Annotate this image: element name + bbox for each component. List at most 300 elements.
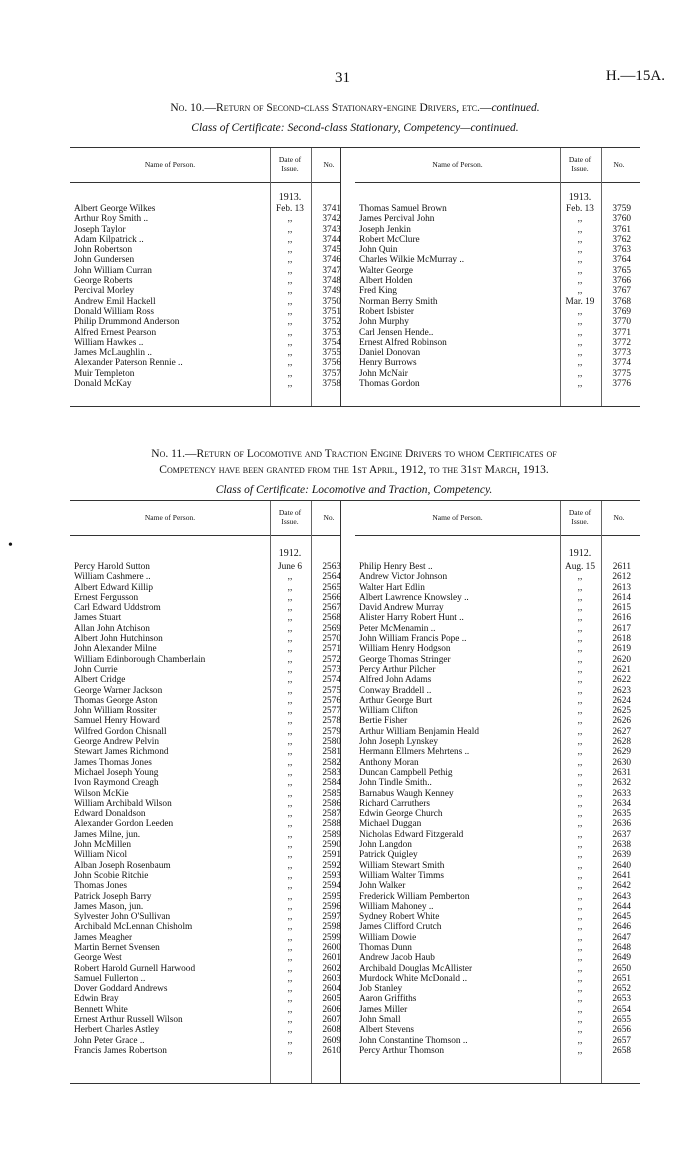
certificate-number: 2593 bbox=[322, 870, 341, 881]
table-row bbox=[70, 840, 340, 850]
certificate-number: 2568 bbox=[322, 613, 341, 624]
issue-date: ,, bbox=[287, 788, 293, 799]
person-name: Andrew Jacob Haub bbox=[359, 953, 435, 964]
person-name: Donald McKay bbox=[74, 379, 132, 390]
table-row bbox=[355, 655, 640, 665]
certificate-number: 3773 bbox=[612, 348, 631, 359]
person-name: Adam Kilpatrick .. bbox=[74, 234, 144, 245]
person-name: Patrick Joseph Barry bbox=[74, 891, 152, 902]
person-name: John Tindle Smith.. bbox=[359, 778, 432, 789]
table-row bbox=[355, 297, 640, 307]
table-row bbox=[355, 1036, 640, 1046]
issue-date: ,, bbox=[577, 1045, 583, 1056]
section-10-title: No. 10.—Return of Second-class Stationary-engine Drivers, etc.—continued. bbox=[170, 102, 540, 114]
table-row bbox=[70, 328, 340, 338]
person-name: Arthur Roy Smith .. bbox=[74, 214, 149, 225]
person-name: Norman Berry Smith bbox=[359, 296, 438, 307]
certificate-number: 3748 bbox=[322, 276, 341, 287]
issue-date: ,, bbox=[577, 644, 583, 655]
certificate-number: 2625 bbox=[612, 706, 631, 717]
person-name: James Meagher bbox=[74, 932, 133, 943]
table-row bbox=[355, 850, 640, 860]
person-name: Andrew Emil Hackell bbox=[74, 296, 156, 307]
issue-date: ,, bbox=[577, 891, 583, 902]
certificate-number: 2647 bbox=[612, 932, 631, 943]
issue-date: ,, bbox=[577, 317, 583, 328]
person-name: James Mason, jun. bbox=[74, 901, 144, 912]
table-row bbox=[70, 276, 340, 286]
issue-date: ,, bbox=[287, 881, 293, 892]
certificate-number: 2636 bbox=[612, 819, 631, 830]
person-name: George Warner Jackson bbox=[74, 685, 163, 696]
issue-date: ,, bbox=[577, 276, 583, 287]
col-name-header: Name of Person. bbox=[144, 160, 196, 169]
person-name: Ivon Raymond Creagh bbox=[74, 778, 159, 789]
issue-date: ,, bbox=[577, 932, 583, 943]
certificate-number: 2581 bbox=[322, 747, 341, 758]
certificate-number: 2574 bbox=[322, 675, 341, 686]
issue-date: ,, bbox=[577, 1015, 583, 1026]
issue-date: ,, bbox=[287, 891, 293, 902]
person-name: Edward Donaldson bbox=[74, 809, 146, 820]
certificate-number: 2576 bbox=[322, 695, 341, 706]
table-row bbox=[70, 572, 340, 582]
section-11-title-line2: Competency have been granted from the 1st April, 1912, to the 31st March, 1913. bbox=[159, 464, 549, 476]
table-row bbox=[70, 716, 340, 726]
certificate-number: 3744 bbox=[322, 234, 341, 245]
table-row bbox=[70, 922, 340, 932]
person-name: Muir Templeton bbox=[74, 368, 135, 379]
person-name: Edwin George Church bbox=[359, 809, 443, 820]
table-row bbox=[355, 984, 640, 994]
table-row bbox=[355, 758, 640, 768]
issue-date: ,, bbox=[287, 1025, 293, 1036]
person-name: Andrew Victor Johnson bbox=[359, 572, 448, 583]
certificate-number: 3775 bbox=[612, 368, 631, 379]
issue-date: ,, bbox=[287, 358, 293, 369]
certificate-number: 2577 bbox=[322, 706, 341, 717]
table-row bbox=[355, 1015, 640, 1025]
person-name: Robert Harold Gurnell Harwood bbox=[74, 963, 196, 974]
table-row bbox=[70, 881, 340, 891]
certificate-number: 2635 bbox=[612, 809, 631, 820]
person-name: Henry Burrows bbox=[359, 358, 417, 369]
certificate-number: 3770 bbox=[612, 317, 631, 328]
person-name: Dover Goddard Andrews bbox=[74, 984, 168, 995]
table-row bbox=[355, 634, 640, 644]
issue-date: ,, bbox=[577, 695, 583, 706]
certificate-number: 2655 bbox=[612, 1015, 631, 1026]
left-half bbox=[70, 148, 341, 406]
person-name: Richard Carruthers bbox=[359, 798, 430, 809]
person-name: John William Rossiter bbox=[74, 706, 157, 717]
person-name: Michael Joseph Young bbox=[74, 767, 159, 778]
certificate-number: 2579 bbox=[322, 726, 341, 737]
certificate-number: 2654 bbox=[612, 1004, 631, 1015]
table-row bbox=[70, 871, 340, 881]
person-name: John Gundersen bbox=[74, 255, 135, 266]
issue-date: ,, bbox=[577, 726, 583, 737]
table-row bbox=[355, 338, 640, 348]
certificate-number: 2592 bbox=[322, 860, 341, 871]
person-name: James Thomas Jones bbox=[74, 757, 152, 768]
issue-date: ,, bbox=[287, 840, 293, 851]
person-name: Archibald McLennan Chisholm bbox=[74, 922, 193, 933]
table-row bbox=[355, 861, 640, 871]
issue-date: ,, bbox=[287, 829, 293, 840]
person-name: Edwin Bray bbox=[74, 994, 119, 1005]
section-11-class-line: Class of Certificate: Locomotive and Traction, Competency. bbox=[215, 484, 493, 496]
person-name: John Walker bbox=[359, 881, 406, 892]
person-name: Arthur William Benjamin Heald bbox=[359, 726, 480, 737]
certificate-number: 2607 bbox=[322, 1015, 341, 1026]
table-row bbox=[355, 379, 640, 389]
issue-date: ,, bbox=[287, 634, 293, 645]
certificate-number: 3750 bbox=[322, 296, 341, 307]
person-name: William Stewart Smith bbox=[359, 860, 445, 871]
table-row bbox=[70, 789, 340, 799]
certificate-number: 3745 bbox=[322, 245, 341, 256]
issue-date: ,, bbox=[577, 840, 583, 851]
table-row bbox=[355, 572, 640, 582]
table-row bbox=[70, 758, 340, 768]
person-name: Archibald Douglas McAllister bbox=[359, 963, 473, 974]
table-row bbox=[355, 747, 640, 757]
certificate-number: 2642 bbox=[612, 881, 631, 892]
certificate-number: 2624 bbox=[612, 695, 631, 706]
certificate-number: 2606 bbox=[322, 1004, 341, 1015]
table-row bbox=[70, 665, 340, 675]
certificate-number: 2613 bbox=[612, 582, 631, 593]
issue-date: ,, bbox=[287, 224, 293, 235]
ink-mark: • bbox=[8, 538, 13, 553]
issue-date: ,, bbox=[577, 582, 583, 593]
person-name: Anthony Moran bbox=[359, 757, 419, 768]
issue-date: ,, bbox=[577, 675, 583, 686]
certificate-number: 2618 bbox=[612, 634, 631, 645]
certificate-number: 2573 bbox=[322, 664, 341, 675]
certificate-number: 2580 bbox=[322, 737, 341, 748]
table-row bbox=[70, 317, 340, 327]
certificate-number: 2569 bbox=[322, 623, 341, 634]
table-row bbox=[70, 830, 340, 840]
certificate-number: 2563 bbox=[322, 562, 341, 572]
certificate-number: 3759 bbox=[612, 204, 631, 214]
issue-date: ,, bbox=[287, 664, 293, 675]
person-name: Thomas Jones bbox=[74, 881, 127, 892]
certificate-number: 3767 bbox=[612, 286, 631, 297]
person-name: Percy Harold Sutton bbox=[74, 562, 150, 572]
person-name: Sylvester John O'Sullivan bbox=[74, 912, 171, 923]
table-row bbox=[70, 1025, 340, 1035]
issue-date: ,, bbox=[287, 984, 293, 995]
issue-date: ,, bbox=[577, 255, 583, 266]
issue-date: ,, bbox=[287, 932, 293, 943]
person-name: Hermann Ellmers Mehrtens .. bbox=[359, 747, 470, 758]
certificate-number: 3764 bbox=[612, 255, 631, 266]
person-name: William Cashmere .. bbox=[74, 572, 151, 583]
certificate-number: 2627 bbox=[612, 726, 631, 737]
certificate-number: 2575 bbox=[322, 685, 341, 696]
issue-date: ,, bbox=[287, 644, 293, 655]
issue-date: ,, bbox=[287, 809, 293, 820]
person-name: Donald William Ross bbox=[74, 306, 155, 317]
table-row bbox=[70, 943, 340, 953]
issue-date: ,, bbox=[287, 685, 293, 696]
issue-date: ,, bbox=[577, 265, 583, 276]
table-row bbox=[355, 819, 640, 829]
table-row bbox=[355, 307, 640, 317]
certificate-number: 2600 bbox=[322, 942, 341, 953]
table-row bbox=[70, 245, 340, 255]
issue-date: ,, bbox=[577, 788, 583, 799]
certificate-number: 2572 bbox=[322, 654, 341, 665]
issue-date: ,, bbox=[287, 973, 293, 984]
issue-date: ,, bbox=[577, 778, 583, 789]
person-name: Percy Arthur Pilcher bbox=[359, 664, 436, 675]
certificate-number: 2567 bbox=[322, 603, 341, 614]
person-name: Job Stanley bbox=[359, 984, 403, 995]
issue-date: ,, bbox=[287, 337, 293, 348]
issue-date: ,, bbox=[287, 860, 293, 871]
certificate-number: 2564 bbox=[322, 572, 341, 583]
certificate-number: 3756 bbox=[322, 358, 341, 369]
person-name: Albert Stevens bbox=[359, 1025, 414, 1036]
issue-date: ,, bbox=[287, 737, 293, 748]
person-name: John Quin bbox=[359, 245, 398, 256]
certificate-number: 2633 bbox=[612, 788, 631, 799]
person-name: William Edinborough Chamberlain bbox=[74, 654, 206, 665]
table-row bbox=[355, 933, 640, 943]
issue-date: ,, bbox=[287, 327, 293, 338]
issue-date: ,, bbox=[287, 1004, 293, 1015]
issue-date: ,, bbox=[287, 276, 293, 287]
issue-date: ,, bbox=[287, 767, 293, 778]
table-row bbox=[70, 358, 340, 368]
table-row bbox=[70, 624, 340, 634]
person-name: Michael Duggan bbox=[359, 819, 422, 830]
issue-date: ,, bbox=[287, 675, 293, 686]
left-half bbox=[70, 501, 341, 1083]
issue-date: ,, bbox=[287, 912, 293, 923]
issue-date: ,, bbox=[577, 685, 583, 696]
certificate-number: 2591 bbox=[322, 850, 341, 861]
issue-date: ,, bbox=[577, 850, 583, 861]
issue-date: ,, bbox=[577, 942, 583, 953]
issue-date: ,, bbox=[577, 337, 583, 348]
person-name: Carl Edward Uddstrom bbox=[74, 603, 161, 614]
certificate-number: 2630 bbox=[612, 757, 631, 768]
section-10-class-line: Class of Certificate: Second-class Stationary, Competency—continued. bbox=[191, 122, 519, 134]
issue-date: ,, bbox=[287, 613, 293, 624]
table-row bbox=[355, 665, 640, 675]
issue-date: ,, bbox=[287, 850, 293, 861]
issue-date: ,, bbox=[577, 912, 583, 923]
table-row bbox=[70, 964, 340, 974]
person-name: James Milne, jun. bbox=[74, 829, 141, 840]
issue-date: ,, bbox=[287, 592, 293, 603]
table-row bbox=[70, 225, 340, 235]
person-name: Robert McClure bbox=[359, 234, 420, 245]
rows bbox=[355, 204, 640, 389]
person-name: William Henry Hodgson bbox=[359, 644, 451, 655]
person-name: Patrick Quigley bbox=[359, 850, 418, 861]
issue-date: ,, bbox=[287, 286, 293, 297]
certificate-number: 3749 bbox=[322, 286, 341, 297]
certificate-number: 3743 bbox=[322, 224, 341, 235]
certificate-number: 2584 bbox=[322, 778, 341, 789]
col-no-header: No. bbox=[323, 513, 335, 522]
person-name: Thomas George Aston bbox=[74, 695, 158, 706]
certificate-number: 3752 bbox=[322, 317, 341, 328]
issue-date: ,, bbox=[577, 716, 583, 727]
person-name: Sydney Robert White bbox=[359, 912, 440, 923]
col-name-header: Name of Person. bbox=[432, 513, 483, 522]
person-name: William Hawkes .. bbox=[74, 337, 144, 348]
person-name: John Alexander Milne bbox=[74, 644, 157, 655]
certificate-number: 2578 bbox=[322, 716, 341, 727]
table-row bbox=[355, 235, 640, 245]
issue-date: ,, bbox=[577, 829, 583, 840]
person-name: Arthur George Burt bbox=[359, 695, 433, 706]
person-name: Wilfred Gordon Chisnall bbox=[74, 726, 167, 737]
certificate-number: 2585 bbox=[322, 788, 341, 799]
rows bbox=[70, 562, 340, 1056]
certificate-number: 2645 bbox=[612, 912, 631, 923]
col-date-header: Date of Issue. bbox=[278, 508, 302, 526]
person-name: Martin Bernet Svensen bbox=[74, 942, 160, 953]
certificate-number: 3742 bbox=[322, 214, 341, 225]
issue-date: ,, bbox=[577, 747, 583, 758]
table-row bbox=[355, 583, 640, 593]
table-row bbox=[355, 799, 640, 809]
issue-date: ,, bbox=[287, 695, 293, 706]
certificate-number: 2588 bbox=[322, 819, 341, 830]
person-name: John McMillen bbox=[74, 840, 132, 851]
year-label: 1913. bbox=[568, 192, 592, 203]
certificate-number: 2610 bbox=[322, 1045, 341, 1056]
table-row bbox=[355, 562, 640, 572]
table-row bbox=[70, 214, 340, 224]
person-name: Francis James Robertson bbox=[74, 1045, 167, 1056]
col-date-header: Date of Issue. bbox=[568, 508, 592, 526]
certificate-number: 3760 bbox=[612, 214, 631, 225]
person-name: William Walter Timms bbox=[359, 870, 444, 881]
issue-date: ,, bbox=[577, 706, 583, 717]
certificate-number: 2615 bbox=[612, 603, 631, 614]
table-row bbox=[355, 830, 640, 840]
person-name: Walter George bbox=[359, 265, 414, 276]
col-date-header: Date of Issue. bbox=[568, 155, 592, 173]
section-10-heading bbox=[70, 100, 640, 134]
person-name: Daniel Donovan bbox=[359, 348, 421, 359]
certificate-number: 2652 bbox=[612, 984, 631, 995]
issue-date: ,, bbox=[577, 623, 583, 634]
person-name: William Archibald Wilson bbox=[74, 798, 172, 809]
person-name: George Roberts bbox=[74, 276, 133, 287]
issue-date: ,, bbox=[577, 572, 583, 583]
issue-date: ,, bbox=[577, 767, 583, 778]
table-row bbox=[70, 696, 340, 706]
issue-date: ,, bbox=[287, 963, 293, 974]
person-name: John McNair bbox=[359, 368, 408, 379]
column-headers bbox=[355, 501, 640, 536]
table-row bbox=[70, 204, 340, 214]
certificate-number: 2629 bbox=[612, 747, 631, 758]
table-row bbox=[70, 634, 340, 644]
person-name: Ernest Fergusson bbox=[74, 592, 139, 603]
col-name-header: Name of Person. bbox=[144, 513, 196, 522]
issue-date: ,, bbox=[287, 942, 293, 953]
table-row bbox=[355, 706, 640, 716]
table-row bbox=[70, 603, 340, 613]
issue-date: ,, bbox=[287, 348, 293, 359]
person-name: John Small bbox=[359, 1015, 401, 1026]
person-name: Philip Drummond Anderson bbox=[74, 317, 180, 328]
issue-date: ,, bbox=[577, 953, 583, 964]
table-10 bbox=[70, 147, 640, 407]
issue-date: ,, bbox=[577, 234, 583, 245]
certificate-number: 3761 bbox=[612, 224, 631, 235]
person-name: John Scobie Ritchie bbox=[74, 870, 149, 881]
certificate-number: 2571 bbox=[322, 644, 341, 655]
person-name: Joseph Taylor bbox=[74, 224, 126, 235]
issue-date: ,, bbox=[577, 1025, 583, 1036]
right-half bbox=[355, 148, 640, 406]
issue-date: ,, bbox=[287, 368, 293, 379]
issue-date: ,, bbox=[287, 901, 293, 912]
person-name: Nicholas Edward Fitzgerald bbox=[359, 829, 464, 840]
person-name: William Clifton bbox=[359, 706, 418, 717]
issue-date: Feb. 13 bbox=[566, 204, 594, 214]
table-row bbox=[355, 768, 640, 778]
person-name: William Nicol bbox=[74, 850, 128, 861]
table-row bbox=[355, 994, 640, 1004]
certificate-number: 2634 bbox=[612, 798, 631, 809]
issue-date: ,, bbox=[577, 757, 583, 768]
certificate-number: 2566 bbox=[322, 592, 341, 603]
person-name: Albert Edward Killip bbox=[74, 582, 154, 593]
table-row bbox=[355, 871, 640, 881]
certificate-number: 2631 bbox=[612, 767, 631, 778]
person-name: Robert Isbister bbox=[359, 306, 414, 317]
person-name: William Mahoney .. bbox=[359, 901, 434, 912]
issue-date: ,, bbox=[577, 348, 583, 359]
person-name: Duncan Campbell Pethig bbox=[359, 767, 453, 778]
table-row bbox=[70, 644, 340, 654]
certificate-number: 3753 bbox=[322, 327, 341, 338]
person-name: Herbert Charles Astley bbox=[74, 1025, 160, 1036]
year-label: 1912. bbox=[278, 548, 302, 559]
table-row bbox=[355, 1046, 640, 1056]
table-row bbox=[70, 369, 340, 379]
certificate-number: 2605 bbox=[322, 994, 341, 1005]
certificate-number: 3769 bbox=[612, 306, 631, 317]
issue-date: ,, bbox=[287, 953, 293, 964]
table-row bbox=[355, 727, 640, 737]
person-name: John Constantine Thomson .. bbox=[359, 1035, 468, 1046]
issue-date: ,, bbox=[287, 379, 293, 390]
issue-date: ,, bbox=[577, 214, 583, 225]
issue-date: ,, bbox=[577, 798, 583, 809]
person-name: John Langdon bbox=[359, 840, 412, 851]
certificate-number: 2628 bbox=[612, 737, 631, 748]
person-name: Aaron Griffiths bbox=[359, 994, 417, 1005]
certificate-number: 2590 bbox=[322, 840, 341, 851]
person-name: Fred King bbox=[359, 286, 397, 297]
table-row bbox=[355, 696, 640, 706]
table-row bbox=[70, 778, 340, 788]
